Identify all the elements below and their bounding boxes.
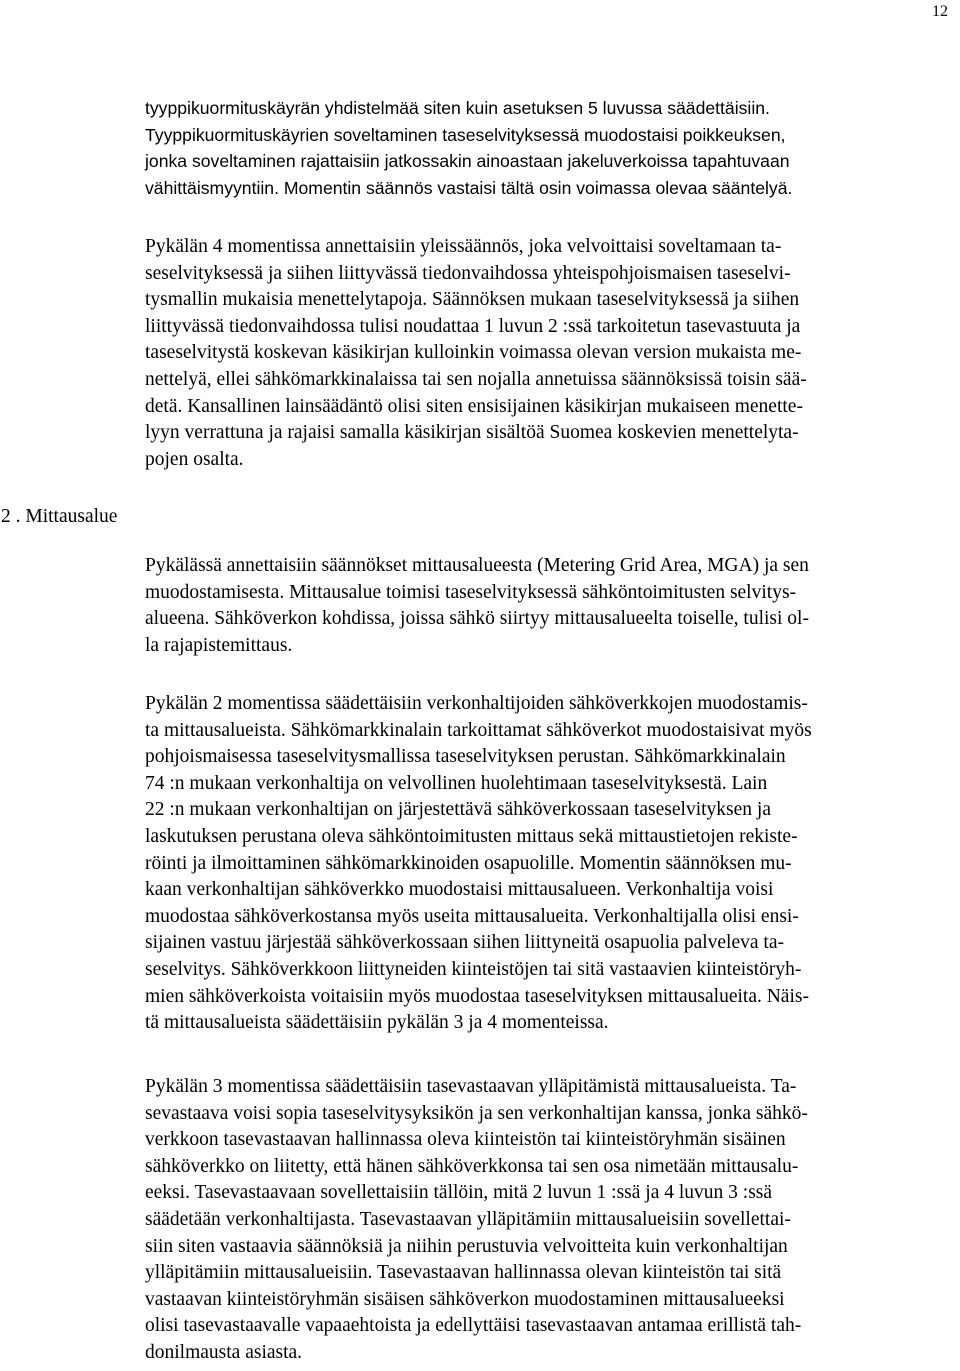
text-line: Pykälän 3 momentissa säädettäisiin tasevastaavan ylläpitämistä mittausalueista. Ta- (145, 1076, 797, 1097)
text-line: Tyyppikuormituskäyrien soveltaminen taseselvityksessä muodostaisi poikkeuksen, (145, 124, 786, 145)
text-line: sijainen vastuu järjestää sähköverkossaan siihen liittyneitä osapuolia palveleva ta- (145, 932, 784, 954)
text-line: Pykälässä annettaisiin säännökset mittausalueesta (Metering Grid Area, MGA) ja sen (145, 555, 809, 576)
text-line: laskutuksen perustana oleva sähköntoimitusten mittaus sekä mittaustietojen rekiste- (145, 825, 798, 847)
paragraph (145, 1074, 957, 1367)
text-line: eeksi. Tasevastaavaan sovellettaisiin tällöin, mitä 2 luvun 1 :ssä ja 4 luvun 3 :ssä (145, 1182, 773, 1204)
text-line: mien sähköverkoista voitaisiin myös muodostaa taseselvityksen mittausalueita. Näis- (145, 985, 809, 1007)
text-line: vähittäismyyntiin. Momentin säännös vastaisi tältä osin voimassa olevaa sääntelyä. (145, 177, 793, 198)
text-line: verkkoon tasevastaavan hallinnassa oleva kiinteistön tai kiinteistöryhmän sisäinen (145, 1129, 786, 1151)
text-line: la rajapistemittaus. (145, 634, 293, 656)
text-line: seselvityksessä ja siihen liittyvässä tiedonvaihdossa yhteispohjoismaisen taseselvi- (145, 262, 791, 284)
text-line: lyyn verrattuna ja rajaisi samalla käsikirjan sisältöä Suomea koskevien menettelyta- (145, 422, 799, 444)
text-line: detä. Kansallinen lainsäädäntö olisi siten ensisijainen käsikirjan mukaiseen menette- (145, 395, 803, 417)
text-line: Pykälän 4 momentissa annettaisiin yleissäännös, joka velvoittaisi soveltamaan ta- (145, 236, 782, 257)
text-line: taseselvitystä koskevan käsikirjan kulloinkin voimassa olevan version mukaista me- (145, 342, 802, 364)
page-number: 12 (932, 3, 948, 20)
paragraph (145, 553, 957, 659)
paragraph (145, 234, 957, 473)
text-line: kaan verkonhaltijan sähköverkko muodostaisi mittausalueen. Verkonhaltija voisi (145, 879, 774, 901)
text-line: nettelyä, ellei sähkömarkkinalaissa tai sen nojalla annetuissa säännöksissä toisin sää- (145, 368, 807, 390)
text-line: vastaavan kiinteistöryhmän sisäisen sähköverkon muodostaminen mittausalueeksi (145, 1288, 785, 1310)
text-line: siin siten vastaavia säännöksiä ja niihin perustuvia velvoitteita kuin verkonhaltijan (145, 1235, 788, 1257)
text-line: tysmallin mukaisia menettelytapoja. Säännöksen mukaan taseselvityksessä ja siihen (145, 289, 800, 311)
text-line: Pykälän 2 momentissa säädettäisiin verkonhaltijoiden sähköverkkojen muodostamis- (145, 693, 808, 714)
text-line: röinti ja ilmoittaminen sähkömarkkinoiden osapuolille. Momentin säännöksen mu- (145, 852, 792, 874)
text-line: tä mittausalueista säädettäisiin pykälän 3 ja 4 momenteissa. (145, 1012, 609, 1034)
text-line: alueena. Sähköverkon kohdissa, joissa sähkö siirtyy mittausalueelta toiselle, tulisi ol- (145, 608, 809, 630)
text-line: ta mittausalueista. Sähkömarkkinalain tarkoittamat sähköverkot muodostaisivat myös (145, 719, 812, 741)
text-line: seselvitys. Sähköverkkoon liittyneiden kiinteistöjen tai sitä vastaavien kiinteistöryh- (145, 958, 802, 980)
text-line: muodostamisesta. Mittausalue toimisi taseselvityksessä sähköntoimitusten selvitys- (145, 581, 797, 603)
text-line: säädetään verkonhaltijasta. Tasevastaavan ylläpitämiin mittausalueisiin sovellettai- (145, 1208, 791, 1230)
text-line: pojen osalta. (145, 448, 244, 470)
text-line: 74 :n mukaan verkonhaltija on velvollinen huolehtimaan taseselvityksestä. Lain (145, 772, 768, 794)
text-line: sähköverkko on liitetty, että hänen sähköverkkonsa tai sen osa nimetään mittausalu- (145, 1155, 799, 1177)
text-line: olisi tasevastaavalle vapaaehtoista ja edellyttäisi tasevastaavan antamaa erillistä tah- (145, 1315, 802, 1337)
text-line: ylläpitämiin mittausalueisiin. Tasevastaavan hallinnassa olevan kiinteistön tai sitä (145, 1262, 782, 1284)
text-line: muodostaa sähköverkostansa myös useita mittausalueita. Verkonhaltijalla olisi ensi- (145, 905, 799, 927)
text-line: 22 :n mukaan verkonhaltijan on järjestettävä sähköverkossaan taseselvityksen ja (145, 799, 771, 821)
text-line: tyyppikuormituskäyrän yhdistelmää siten kuin asetuksen 5 luvussa säädettäisiin. (145, 98, 770, 118)
paragraph (145, 95, 957, 201)
text-line: jonka soveltaminen rajattaisiin jatkossakin ainoastaan jakeluverkoissa tapahtuvaan (145, 151, 790, 172)
text-line: sevastaava voisi sopia taseselvitysyksikön ja sen verkonhaltijan kanssa, jonka sähkö- (145, 1102, 808, 1124)
text-line: pohjoismaisessa taseselvitysmallissa taseselvityksen perustan. Sähkömarkkinalain (145, 746, 786, 768)
text-line: liittyvässä tiedonvaihdossa tulisi noudattaa 1 luvun 2 :ssä tarkoitetun tasevastuuta ja (145, 315, 801, 337)
section-heading: 2 . Mittausalue (1, 506, 118, 527)
text-line: donilmausta asiasta. (145, 1341, 303, 1363)
paragraph (145, 691, 957, 1037)
